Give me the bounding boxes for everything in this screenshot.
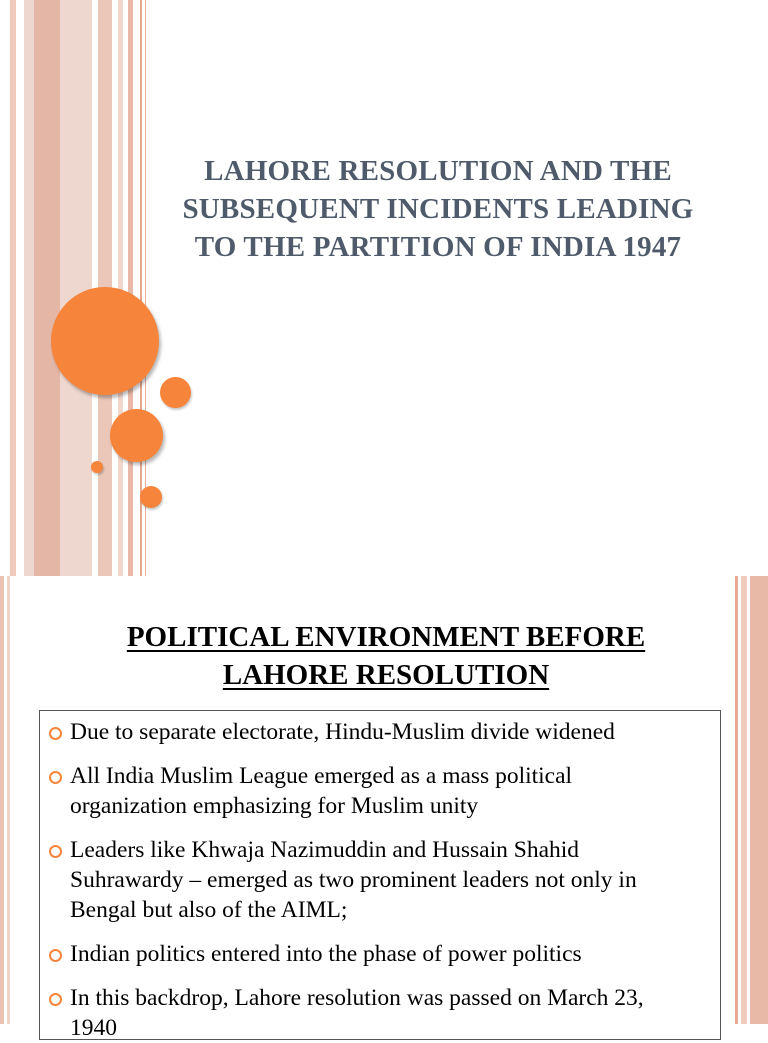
decorative-circle <box>51 287 159 395</box>
bullet-text-line: 1940 <box>70 1015 117 1041</box>
bullet-text-line: Bengal but also of the AIML; <box>70 897 348 923</box>
bullet-text-line: Due to separate electorate, Hindu-Muslim divide widened <box>70 719 615 745</box>
slide-heading-line: POLITICAL ENVIRONMENT BEFORE <box>126 621 646 653</box>
decorative-stripe <box>735 576 738 1024</box>
slide-title-line: LAHORE RESOLUTION AND THE <box>204 155 672 187</box>
bullet-text-line: organization emphasizing for Muslim unity <box>70 793 479 819</box>
bullet-item <box>48 761 710 821</box>
decorative-circle <box>110 409 163 462</box>
decorative-stripe <box>750 576 768 1024</box>
slide-title <box>150 152 726 266</box>
bullet-text-line: Leaders like Khwaja Nazimuddin and Hussain Shahid <box>70 837 580 863</box>
bullet-item <box>48 939 710 969</box>
decorative-circle <box>91 461 103 473</box>
bullet-list <box>40 711 720 1043</box>
bullet-text-line: All India Muslim League emerged as a mass political <box>70 763 573 789</box>
bullet-item <box>48 983 710 1043</box>
decorative-stripe <box>10 0 16 576</box>
bullet-ring-icon <box>49 727 62 740</box>
decorative-circle <box>140 486 162 508</box>
decorative-stripe <box>128 0 133 576</box>
bullet-ring-icon <box>49 771 62 784</box>
bullet-text-line: Suhrawardy – emerged as two prominent leaders not only in <box>70 867 637 893</box>
bullet-ring-icon <box>49 845 62 858</box>
bullet-box <box>39 710 721 1040</box>
slide-title-line: TO THE PARTITION OF INDIA 1947 <box>194 231 682 263</box>
content-slide <box>0 576 768 1041</box>
decorative-stripe <box>0 576 4 1024</box>
slide-title-line: SUBSEQUENT INCIDENTS LEADING <box>182 193 694 225</box>
decorative-circle <box>160 377 191 408</box>
slide-heading <box>40 618 732 694</box>
decorative-stripe <box>7 576 10 1024</box>
decorative-stripe <box>741 576 747 1024</box>
decorative-stripe <box>34 0 60 576</box>
bullet-text-line: Indian politics entered into the phase of power politics <box>70 941 582 967</box>
bullet-ring-icon <box>49 993 62 1006</box>
bullet-item <box>48 835 710 925</box>
bullet-text-line: In this backdrop, Lahore resolution was passed on March 23, <box>70 985 644 1011</box>
bullet-item <box>48 717 710 747</box>
slide-heading-line: LAHORE RESOLUTION <box>222 659 550 691</box>
bullet-ring-icon <box>49 949 62 962</box>
